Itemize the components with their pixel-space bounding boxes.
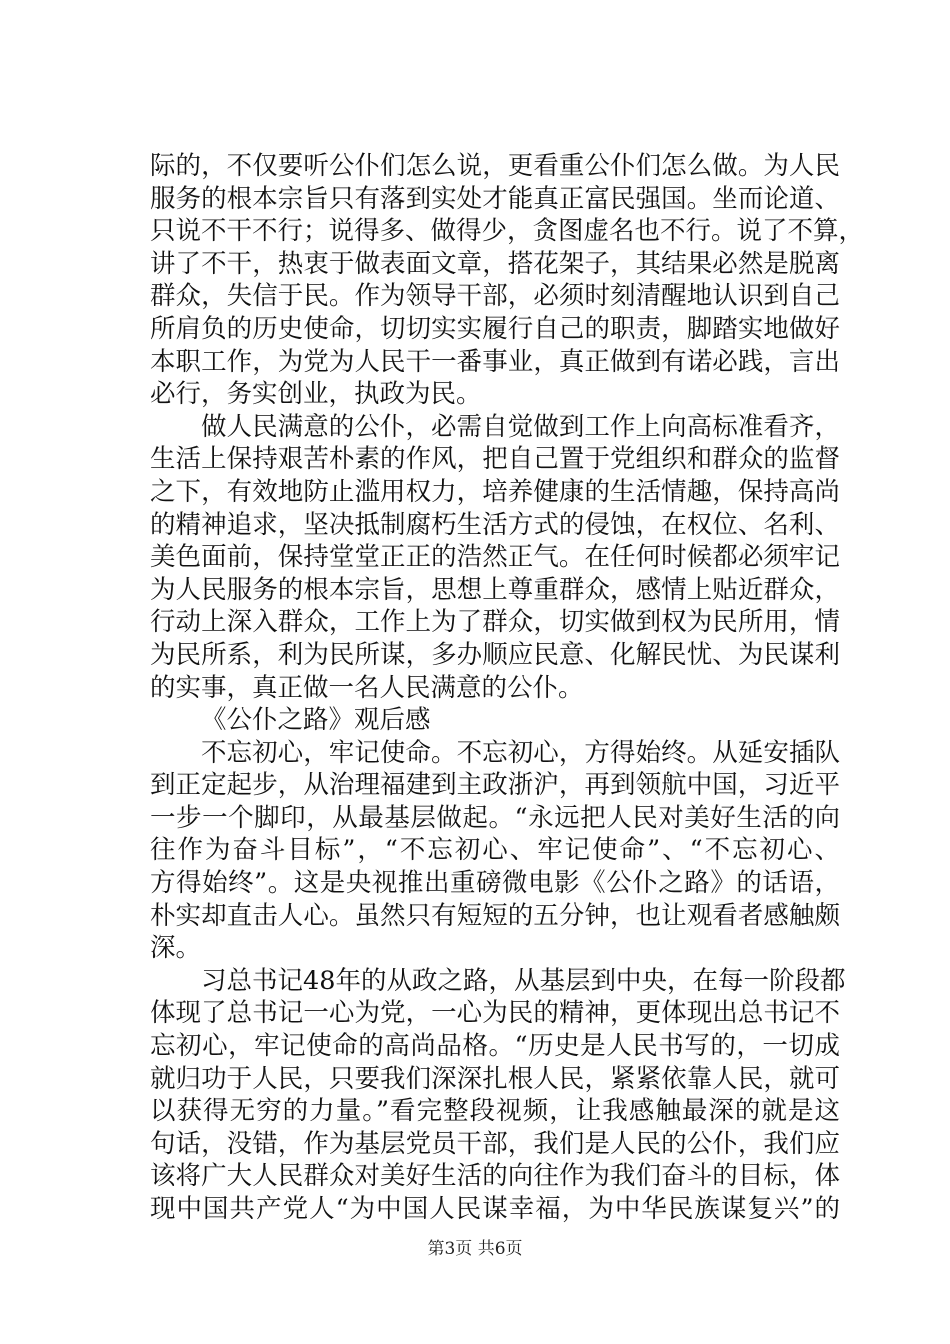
text-line: 习总书记48年的从政之路，从基层到中央，在每一阶段都 [201, 965, 846, 996]
text-line: 所肩负的历史使命，切切实实履行自己的职责，脚踏实地做好 [150, 313, 840, 344]
text-line: 该将广大人民群众对美好生活的向往作为我们奋斗的目标，体 [150, 1161, 840, 1192]
text-line: 群众，失信于民。作为领导干部，必须时刻清醒地认识到自己 [150, 281, 840, 312]
text-line: 服务的根本宗旨只有落到实处才能真正富民强国。坐而论道、 [150, 183, 840, 214]
text-line: 美色面前，保持堂堂正正的浩然正气。在任何时候都必须牢记 [150, 542, 840, 573]
text-line: 体现了总书记一心为党，一心为民的精神，更体现出总书记不 [150, 998, 840, 1029]
text-line: 本职工作，为党为人民干一番事业，真正做到有诺必践，言出 [150, 346, 840, 377]
text-line: 一步一个脚印，从最基层做起。“永远把人民对美好生活的向 [150, 802, 840, 833]
text-line: 就归功于人民，只要我们深深扎根人民，紧紧依靠人民，就可 [150, 1063, 840, 1094]
text-line: 为人民服务的根本宗旨，思想上尊重群众，感情上贴近群众， [150, 574, 840, 605]
text-line: 以获得无穷的力量。”看完整段视频，让我感触最深的就是这 [150, 1096, 840, 1127]
text-line: 必行，务实创业，执政为民。 [150, 379, 482, 410]
text-line: 讲了不干，热衷于做表面文章，搭花架子，其结果必然是脱离 [150, 248, 840, 279]
text-line: 方得始终”。这是央视推出重磅微电影《公仆之路》的话语， [150, 868, 840, 899]
text-line: 只说不干不行；说得多、做得少，贪图虚名也不行。说了不算， [150, 216, 865, 247]
text-line: 做人民满意的公仆，必需自觉做到工作上向高标准看齐， [201, 411, 840, 442]
text-line: 忘初心，牢记使命的高尚品格。“历史是人民书写的，一切成 [150, 1031, 840, 1062]
text-line: 往作为奋斗目标”，“不忘初心、牢记使命”、“不忘初心、 [150, 835, 840, 866]
text-line: 的精神追求，坚决抵制腐朽生活方式的侵蚀，在权位、名利、 [150, 509, 840, 540]
text-line: 际的，不仅要听公仆们怎么说，更看重公仆们怎么做。为人民 [150, 151, 840, 181]
page-footer: 第3页 共6页 [427, 1239, 523, 1259]
section-heading: 《公仆之路》观后感 [201, 705, 431, 736]
text-line: 现中国共产党人“为中国人民谋幸福，为中华民族谋复兴”的 [150, 1194, 840, 1224]
text-line: 不忘初心，牢记使命。不忘初心，方得始终。从延安插队 [201, 737, 840, 768]
text-line: 到正定起步，从治理福建到主政浙沪，再到领航中国，习近平 [150, 770, 840, 801]
text-line: 生活上保持艰苦朴素的作风，把自己置于党组织和群众的监督 [150, 444, 840, 475]
text-line: 深。 [150, 933, 202, 964]
text-line: 之下，有效地防止滥用权力，培养健康的生活情趣，保持高尚 [150, 476, 840, 507]
text-line: 行动上深入群众，工作上为了群众，切实做到权为民所用，情 [150, 607, 840, 638]
text-line: 朴实却直击人心。虽然只有短短的五分钟，也让观看者感触颇 [150, 900, 840, 931]
document-body [150, 150, 865, 1226]
text-line: 为民所系，利为民所谋，多办顺应民意、化解民忧、为民谋利 [150, 639, 840, 670]
text-line: 的实事，真正做一名人民满意的公仆。 [150, 672, 584, 703]
text-line: 句话，没错，作为基层党员干部，我们是人民的公仆，我们应 [150, 1128, 840, 1159]
